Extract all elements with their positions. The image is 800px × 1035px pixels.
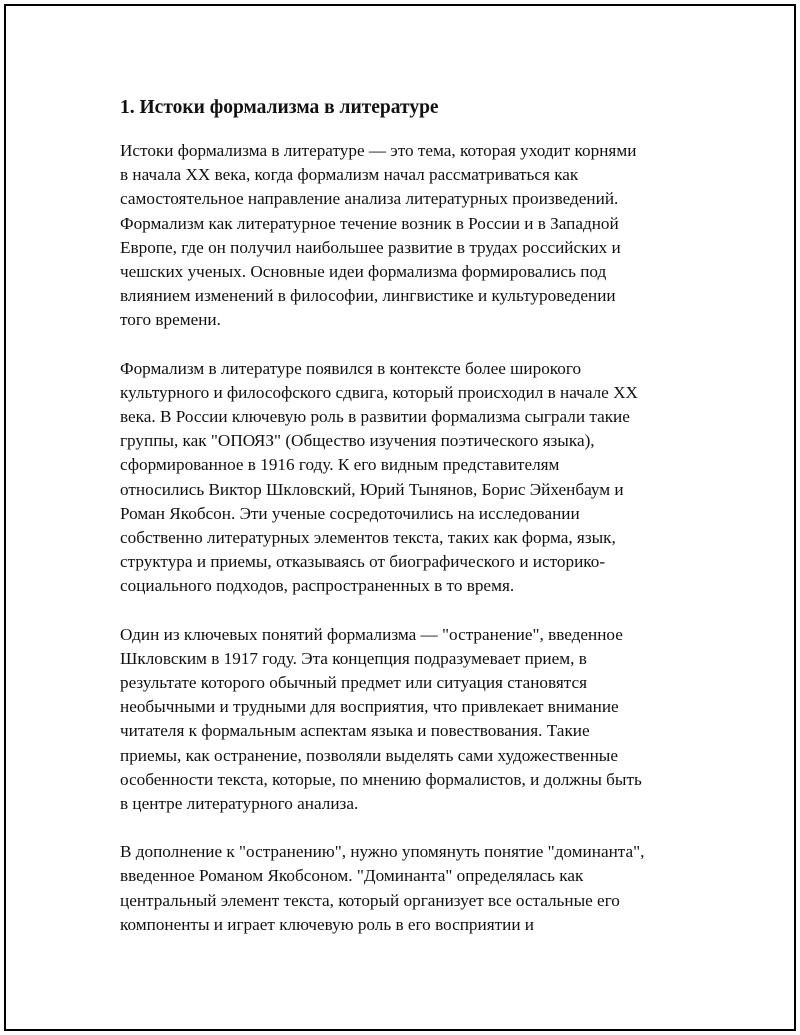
paragraph-line: читателя к формальным аспектам языка и повествования. Такие (120, 721, 590, 741)
paragraph-line: приемы, как остранение, позволяли выделять сами художественные (120, 745, 618, 765)
paragraph-line: структура и приемы, отказываясь от биографического и историко- (120, 552, 606, 572)
paragraph-line: группы, как "ОПОЯЗ" (Общество изучения поэтического языка), (120, 431, 595, 451)
paragraph-line: центральный элемент текста, который организует все остальные его (120, 890, 620, 910)
paragraph-line: особенности текста, которые, по мнению формалистов, и должны быть (120, 769, 642, 789)
paragraph-line: Шкловским в 1917 году. Эта концепция подразумевает прием, в (120, 648, 587, 668)
paragraph-line: Истоки формализма в литературе — это тема, которая уходит корнями (120, 141, 637, 160)
paragraph-line: чешских ученых. Основные идеи формализма формировались под (120, 262, 607, 282)
section-heading: 1. Истоки формализма в литературе (120, 97, 439, 118)
paragraph-line: компоненты и играет ключевую роль в его восприятии и (120, 914, 535, 934)
document-page (4, 4, 796, 1031)
paragraph-3 (120, 623, 690, 817)
paragraph-line: Один из ключевых понятий формализма — "остранение", введенное (120, 624, 623, 644)
paragraph-line: сформированное в 1916 году. К его видным представителям (120, 455, 560, 475)
paragraph-line: в центре литературного анализа. (120, 794, 359, 814)
paragraph-line: самостоятельное направление анализа литературных произведений. (120, 189, 619, 209)
paragraph-line: введенное Романом Якобсоном. "Доминанта" определялась как (120, 866, 584, 886)
paragraph-line: результате которого обычный предмет или ситуация становятся (120, 673, 588, 693)
paragraph-line: Европе, где он получил наибольшее развитие в трудах российских и (120, 237, 621, 257)
paragraph-line: В дополнение к "остранению", нужно упомянуть понятие "доминанта", (120, 842, 645, 862)
paragraph-line: Роман Якобсон. Эти ученые сосредоточились на исследовании (120, 503, 580, 523)
paragraph-line: необычными и трудными для восприятия, что привлекает внимание (120, 697, 619, 717)
paragraph-line: социального подходов, распространенных в то время. (120, 576, 515, 596)
paragraph-4 (120, 840, 690, 937)
paragraph-line: века. В России ключевую роль в развитии формализма сыграли такие (120, 407, 630, 427)
paragraph-1 (120, 139, 690, 333)
document-body (120, 94, 690, 937)
paragraph-line: того времени. (120, 310, 221, 330)
paragraph-2 (120, 357, 690, 599)
paragraph-line: собственно литературных элементов текста, таких как форма, язык, (120, 528, 616, 548)
paragraph-line: в начала XX века, когда формализм начал рассматриваться как (120, 165, 579, 185)
paragraph-line: относились Виктор Шкловский, Юрий Тынянов, Борис Эйхенбаум и (120, 479, 624, 499)
paragraph-line: влиянием изменений в философии, лингвистике и культуроведении (120, 286, 616, 306)
paragraph-line: культурного и философского сдвига, который происходил в начале XX (120, 382, 638, 402)
paragraph-line: Формализм как литературное течение возник в России и в Западной (120, 213, 619, 233)
paragraph-line: Формализм в литературе появился в контексте более широкого (120, 358, 582, 378)
